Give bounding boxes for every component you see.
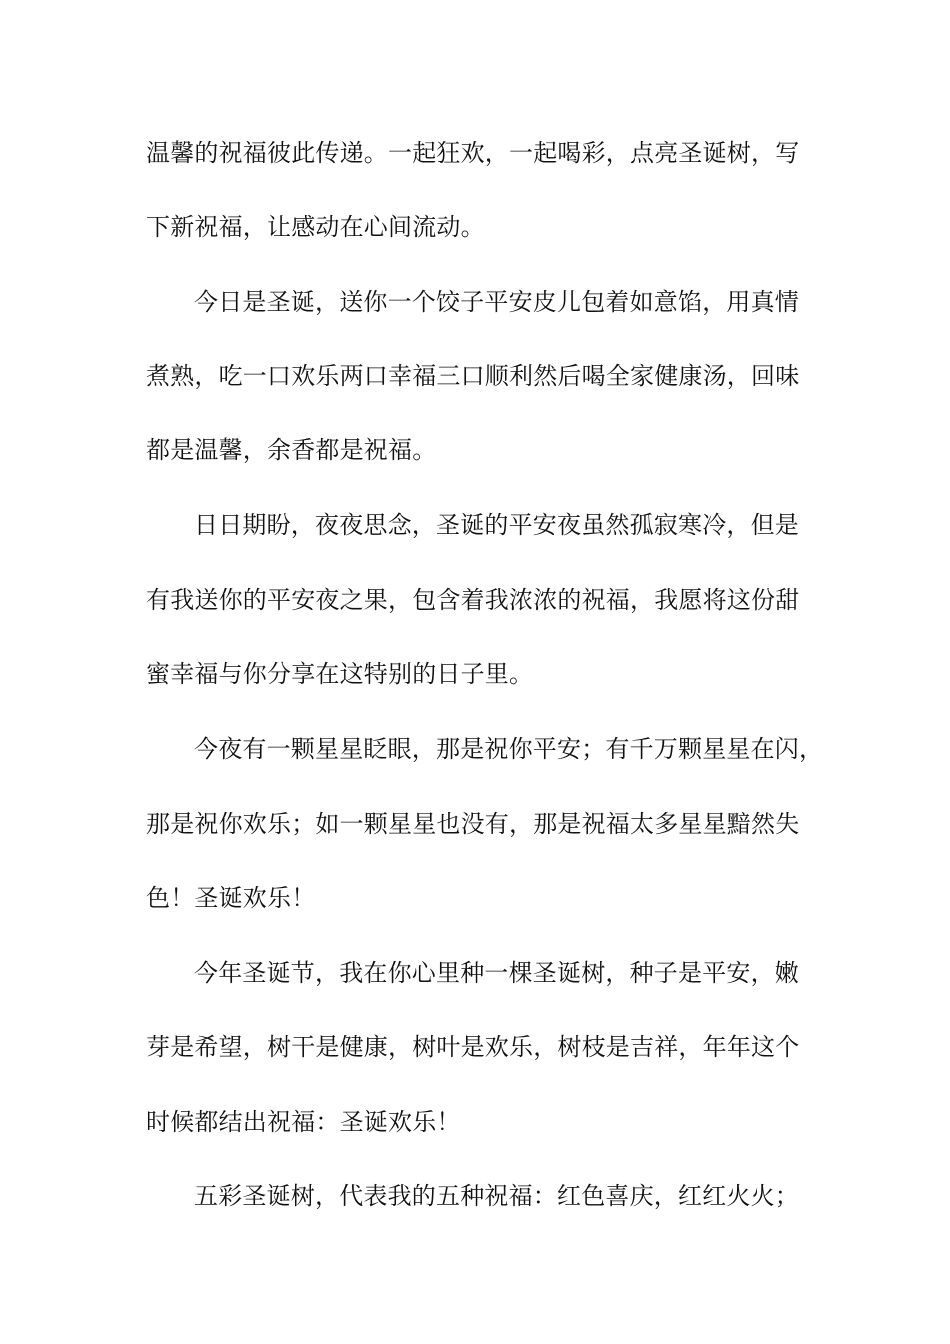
paragraph-first-line: 今日是圣诞，送你一个饺子平安皮儿包着如意馅，用真情 (194, 288, 799, 316)
text-line: 时候都结出祝福：圣诞欢乐！ (146, 1108, 461, 1136)
text-line: 色！圣诞欢乐！ (146, 884, 316, 912)
text-line: 温馨的祝福彼此传递。一起狂欢，一起喝彩，点亮圣诞树，写 (146, 139, 800, 167)
text-line: 有我送你的平安夜之果，包含着我浓浓的祝福，我愿将这份甜 (146, 586, 800, 614)
paragraph-first-line: 五彩圣诞树，代表我的五种祝福：红色喜庆，红红火火； (194, 1182, 799, 1210)
paragraph-first-line: 今夜有一颗星星眨眼，那是祝你平安；有千万颗星星在闪， (194, 735, 824, 763)
text-line: 那是祝你欢乐；如一颗星星也没有，那是祝福太多星星黯然失 (146, 810, 800, 838)
paragraph-first-line: 今年圣诞节，我在你心里种一棵圣诞树，种子是平安，嫩 (194, 959, 799, 987)
text-line: 芽是希望，树干是健康，树叶是欢乐，树枝是吉祥，年年这个 (146, 1033, 800, 1061)
text-line: 蜜幸福与你分享在这特别的日子里。 (146, 660, 534, 688)
text-line: 煮熟，吃一口欢乐两口幸福三口顺利然后喝全家健康汤，回味 (146, 362, 800, 390)
text-line: 都是温馨，余香都是祝福。 (146, 436, 437, 464)
paragraph-first-line: 日日期盼，夜夜思念，圣诞的平安夜虽然孤寂寒冷，但是 (194, 511, 799, 539)
text-line: 下新祝福，让感动在心间流动。 (146, 213, 485, 241)
